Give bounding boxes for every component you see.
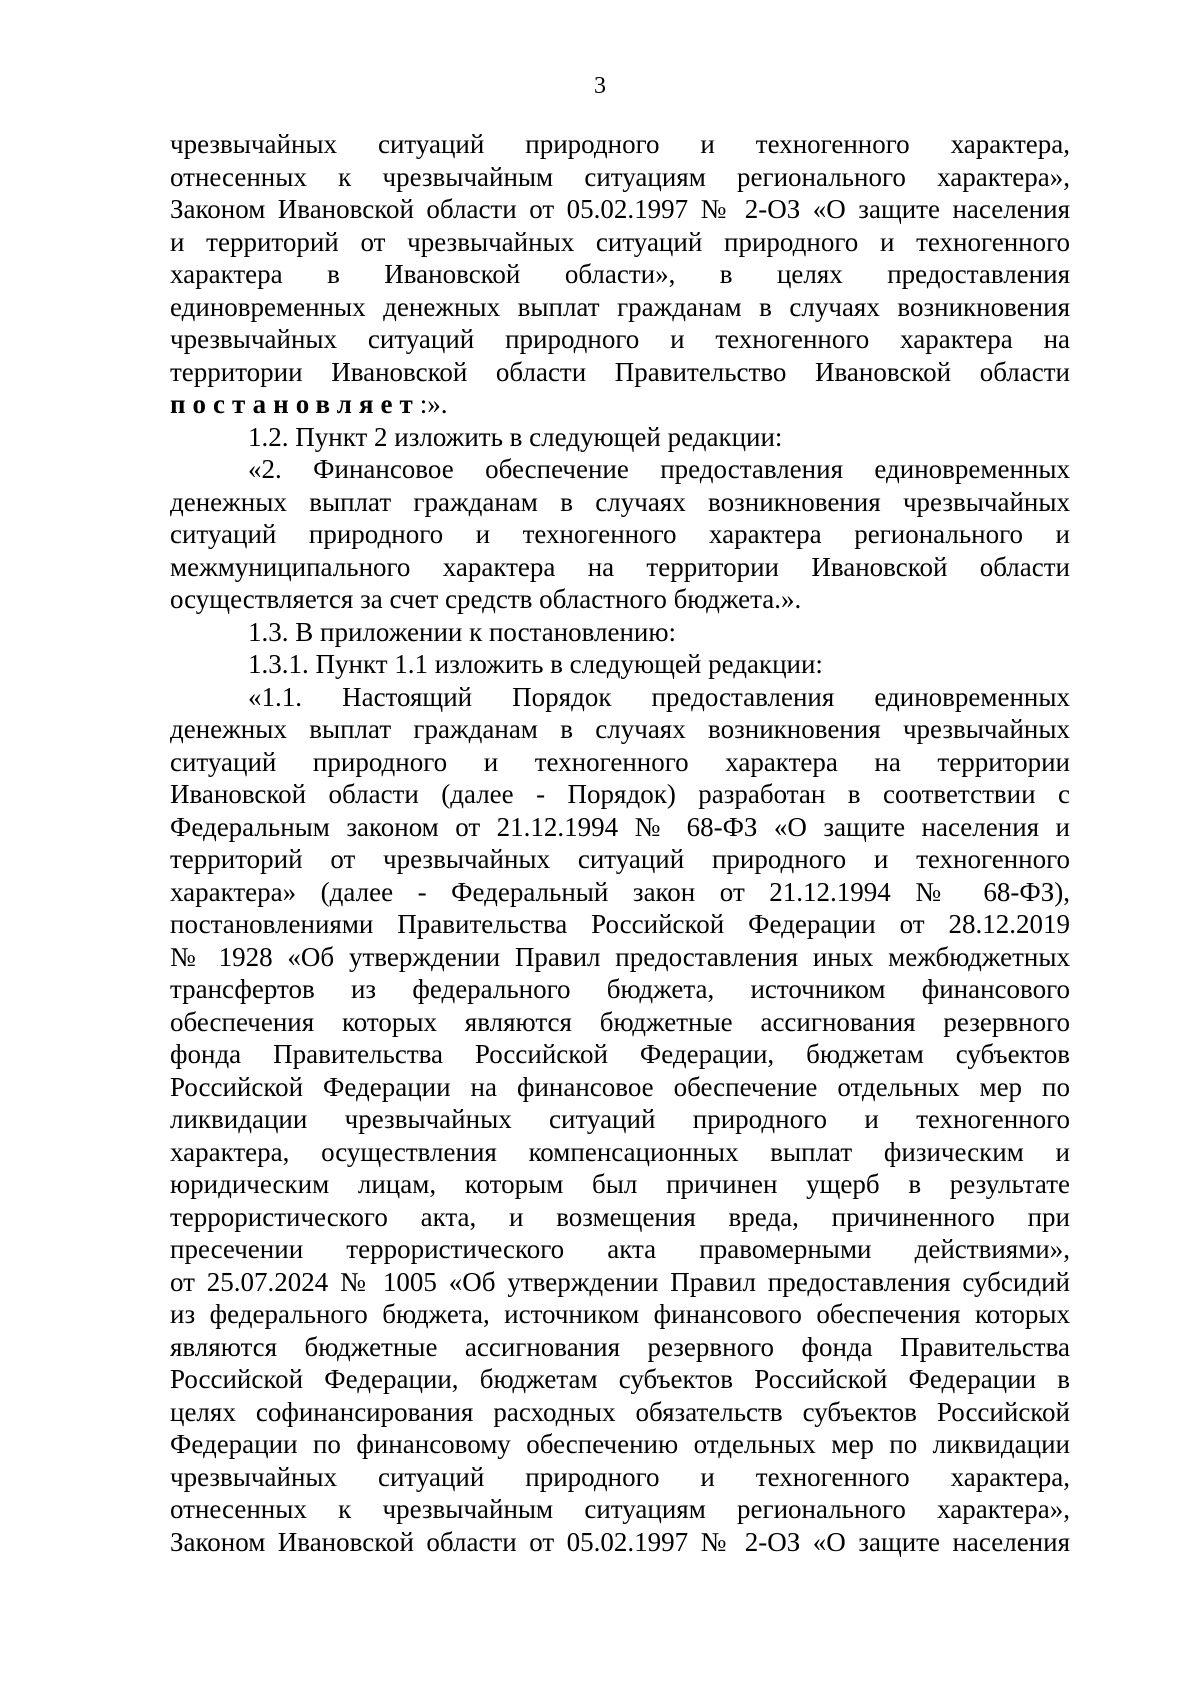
document-body	[170, 128, 1070, 1558]
text-line: «2. Финансовое обеспечение предоставления единовременных	[248, 454, 1070, 484]
text-line: чрезвычайных ситуаций природного и техногенного характера,	[170, 129, 1070, 159]
text-line: территории Ивановской области Правительство Ивановской области	[170, 356, 1070, 387]
text-line: территорий от чрезвычайных ситуаций природного и техногенного	[170, 844, 1070, 874]
text-line: отнесенных к чрезвычайным ситуациям регионального характера»,	[170, 1494, 1070, 1524]
text-line: характера, осуществления компенсационных выплат физическим и	[170, 1136, 1070, 1167]
text-line: юридическим лицам, которым был причинен ущерб в результате	[170, 1169, 1070, 1199]
text-line: являются бюджетные ассигнования резервного фонда Правительства	[170, 1331, 1070, 1362]
page-number: 3	[594, 73, 606, 99]
text-line: единовременных денежных выплат гражданам в случаях возникновения	[170, 291, 1070, 322]
text-line: Российской Федерации, бюджетам субъектов Российской Федерации в	[170, 1364, 1070, 1394]
text-line: обеспечения которых являются бюджетные ассигнования резервного	[170, 1006, 1070, 1037]
text-line: 1.3. В приложении к постановлению:	[248, 616, 677, 647]
text-line: 1.3.1. Пункт 1.1 изложить в следующей редакции:	[248, 649, 823, 679]
text-fragment: :».	[419, 389, 448, 419]
text-line: постановлениями Правительства Российской Федерации от 28.12.2019	[170, 909, 1070, 939]
text-line: Ивановской области (далее - Порядок) разработан в соответствии с	[170, 779, 1070, 809]
text-line: Законом Ивановской области от 05.02.1997 № 2-ОЗ «О защите населения	[170, 194, 1070, 224]
text-line: отнесенных к чрезвычайным ситуациям регионального характера»,	[170, 161, 1070, 192]
text-line: «1.1. Настоящий Порядок предоставления единовременных	[248, 681, 1070, 712]
emphasized-word: постановляет	[170, 389, 420, 419]
text-line: денежных выплат гражданам в случаях возникновения чрезвычайных	[170, 486, 1070, 517]
text-line: и территорий от чрезвычайных ситуаций природного и техногенного	[170, 226, 1070, 257]
text-line	[170, 388, 1070, 421]
text-line: ситуаций природного и техногенного характера на территории	[170, 746, 1070, 777]
text-line: осуществляется за счет средств областного бюджета.».	[170, 584, 802, 614]
text-line: фонда Правительства Российской Федерации, бюджетам субъектов	[170, 1039, 1070, 1069]
text-line: из федерального бюджета, источником финансового обеспечения которых	[170, 1299, 1070, 1329]
text-line: Федеральным законом от 21.12.1994 № 68-ФЗ «О защите населения и	[170, 811, 1070, 842]
text-line: Российской Федерации на финансовое обеспечение отдельных мер по	[170, 1071, 1070, 1102]
text-line: чрезвычайных ситуаций природного и техногенного характера,	[170, 1461, 1070, 1492]
text-line: денежных выплат гражданам в случаях возникновения чрезвычайных	[170, 714, 1070, 744]
text-line: Федерации по финансовому обеспечению отдельных мер по ликвидации	[170, 1429, 1070, 1459]
text-line: террористического акта, и возмещения вреда, причиненного при	[170, 1201, 1070, 1232]
text-line: характера в Ивановской области», в целях предоставления	[170, 259, 1070, 289]
text-line: межмуниципального характера на территории Ивановской области	[170, 551, 1070, 582]
text-line: от 25.07.2024 № 1005 «Об утверждении Правил предоставления субсидий	[170, 1266, 1070, 1297]
text-line: чрезвычайных ситуаций природного и техногенного характера на	[170, 324, 1070, 354]
text-line: ликвидации чрезвычайных ситуаций природного и техногенного	[170, 1104, 1070, 1134]
text-line: № 1928 «Об утверждении Правил предоставления иных межбюджетных	[170, 941, 1070, 972]
text-line: характера» (далее - Федеральный закон от 21.12.1994 № 68-ФЗ),	[170, 876, 1070, 907]
text-line: пресечении террористического акта правомерными действиями»,	[170, 1234, 1070, 1264]
text-line: трансфертов из федерального бюджета, источником финансового	[170, 974, 1070, 1004]
text-line: Законом Ивановской области от 05.02.1997 № 2-ОЗ «О защите населения	[170, 1526, 1070, 1557]
text-line: ситуаций природного и техногенного характера регионального и	[170, 519, 1070, 549]
text-line: 1.2. Пункт 2 изложить в следующей редакции:	[248, 421, 783, 452]
text-line: целях софинансирования расходных обязательств субъектов Российской	[170, 1396, 1070, 1427]
